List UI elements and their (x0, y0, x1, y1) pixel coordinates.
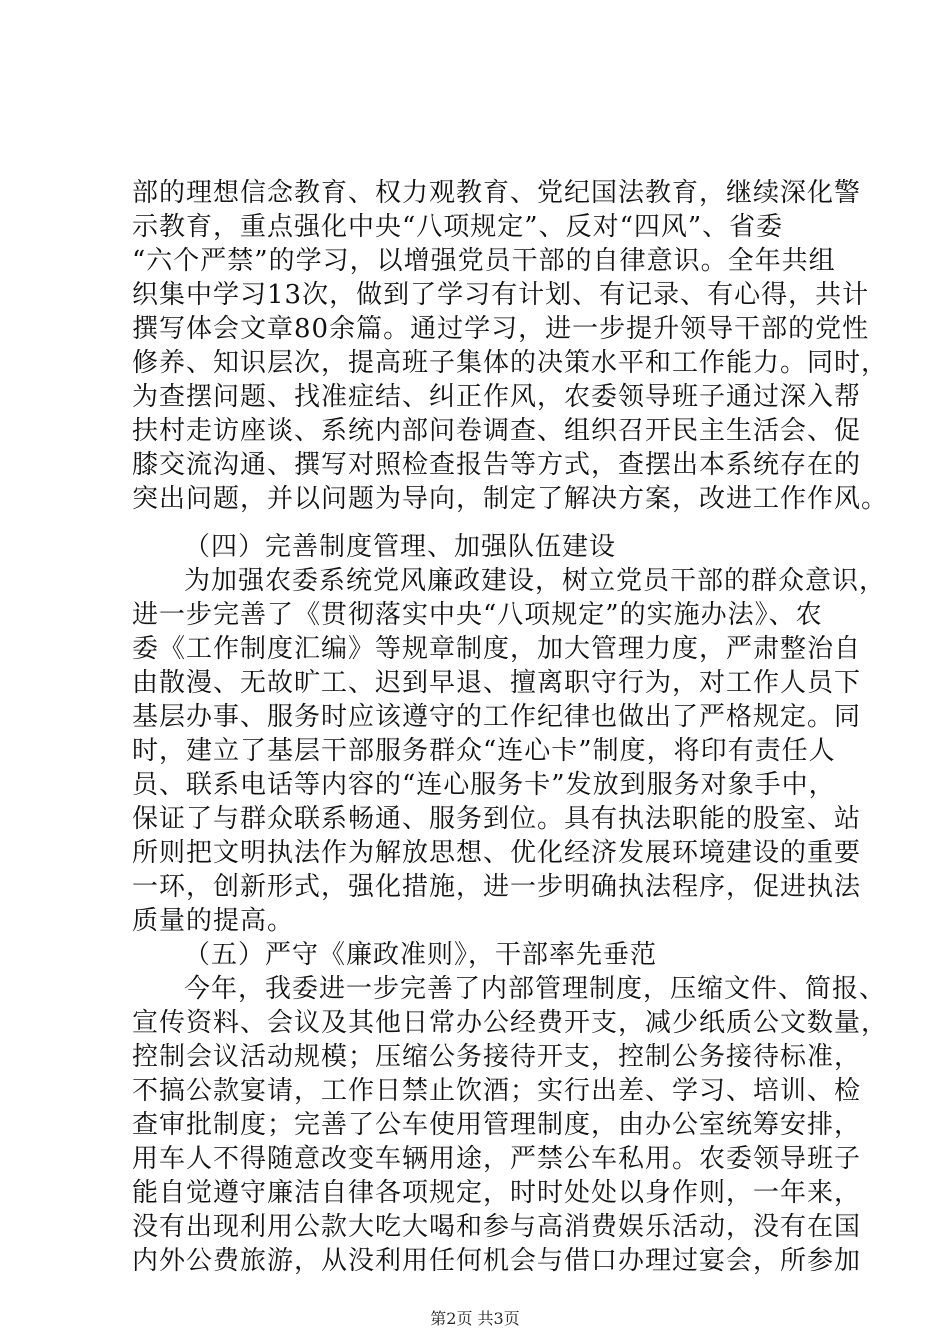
body-line: 内外公费旅游，从没利用任何机会与借口办理过宴会，所参加 (132, 1246, 862, 1276)
body-line: 一环，创新形式，强化措施，进一步明确执法程序，促进执法 (132, 872, 862, 902)
body-line: 膝交流沟通、撰写对照检查报告等方式，查摆出本系统存在的 (132, 450, 862, 480)
body-line: 控制会议活动规模；压缩公务接待开支，控制公务接待标准， (132, 1042, 862, 1072)
body-line: “六个严禁”的学习，以增强党员干部的自律意识。全年共组 (132, 246, 836, 276)
body-line: 用车人不得随意改变车辆用途，严禁公车私用。农委领导班子 (132, 1144, 862, 1174)
body-line: 由散漫、无故旷工、迟到早退、擅离职守行为，对工作人员下 (132, 668, 862, 698)
body-line: 不搞公款宴请，工作日禁止饮酒；实行出差、学习、培训、检 (132, 1076, 862, 1106)
body-line: 部的理想信念教育、权力观教育、党纪国法教育，继续深化警 (132, 178, 862, 208)
body-line: 保证了与群众联系畅通、服务到位。具有执法职能的股室、站 (132, 804, 862, 834)
body-line: 基层办事、服务时应该遵守的工作纪律也做出了严格规定。同 (132, 702, 862, 732)
body-line: 织集中学习13次，做到了学习有计划、有记录、有心得，共计 (132, 280, 870, 310)
body-line: 今年，我委进一步完善了内部管理制度，压缩文件、简报、 (184, 974, 887, 1004)
body-line: 示教育，重点强化中央“八项规定”、反对“四风”、省委 (132, 212, 784, 242)
body-line: 为查摆问题、找准症结、纠正作风，农委领导班子通过深入帮 (132, 382, 862, 412)
body-line: 能自觉遵守廉洁自律各项规定，时时处处以身作则，一年来， (132, 1178, 862, 1208)
body-line: 所则把文明执法作为解放思想、优化经济发展环境建设的重要 (132, 838, 862, 868)
body-line: 修养、知识层次，提高班子集体的决策水平和工作能力。同时， (132, 348, 889, 378)
page-footer: 第2页 共3页 (430, 1309, 520, 1328)
body-line: 没有出现利用公款大吃大喝和参与高消费娱乐活动，没有在国 (132, 1212, 862, 1242)
body-line: 突出问题，并以问题为导向，制定了解决方案，改进工作作风。 (132, 484, 889, 514)
section-heading-5: （五）严守《廉政准则》，干部率先垂范 (184, 940, 658, 970)
body-line: 宣传资料、会议及其他日常办公经费开支，减少纸质公文数量， (132, 1008, 889, 1038)
body-line: 进一步完善了《贯彻落实中央“八项规定”的实施办法》、农 (132, 600, 823, 630)
body-line: 委《工作制度汇编》等规章制度，加大管理力度，严肃整治自 (132, 634, 862, 664)
section-heading-4: （四）完善制度管理、加强队伍建设 (184, 532, 617, 562)
body-line: 为加强农委系统党风廉政建设，树立党员干部的群众意识， (184, 566, 887, 596)
body-line: 员、联系电话等内容的“连心服务卡”发放到服务对象手中， (132, 770, 836, 800)
body-line: 撰写体会文章80余篇。通过学习，进一步提升领导干部的党性 (132, 314, 870, 344)
body-line: 查审批制度；完善了公车使用管理制度，由办公室统筹安排， (132, 1110, 862, 1140)
body-line: 时，建立了基层干部服务群众“连心卡”制度，将印有责任人 (132, 736, 836, 766)
body-line: 质量的提高。 (132, 906, 295, 936)
body-line: 扶村走访座谈、系统内部问卷调查、组织召开民主生活会、促 (132, 416, 862, 446)
